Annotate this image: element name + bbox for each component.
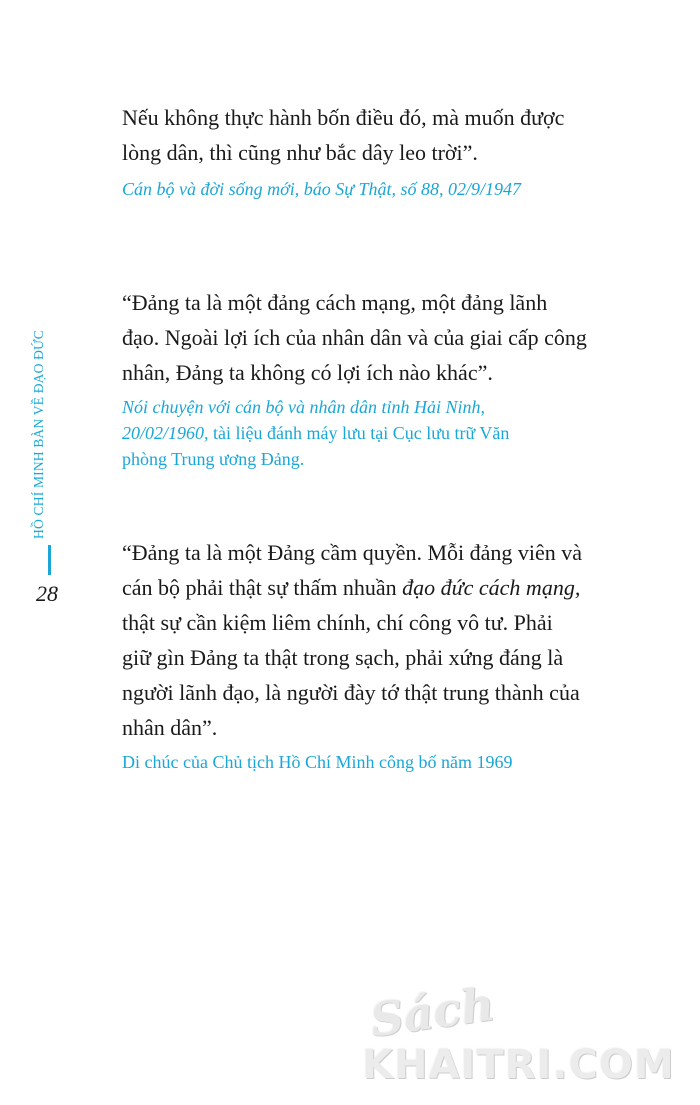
book-title-vertical: HỒ CHÍ MINH BÀN VỀ ĐẠO ĐỨC bbox=[31, 330, 46, 539]
source-date: 20/02/1960, bbox=[122, 423, 209, 443]
quote-line: người lãnh đạo, là người đày tớ thật trung thành của bbox=[122, 680, 580, 705]
quote-line: “Đảng ta là một Đảng cầm quyền. Mỗi đảng viên và bbox=[122, 540, 583, 565]
source-line: Cán bộ và đời sống mới, báo Sự Thật, số 88, 02/9/1947 bbox=[122, 179, 522, 199]
quote-line: nhân dân”. bbox=[122, 715, 218, 740]
quote-source bbox=[122, 749, 602, 775]
watermark-script: Sách bbox=[366, 976, 498, 1048]
source-line bbox=[122, 420, 602, 446]
page-number: 28 bbox=[36, 581, 58, 606]
quote-block-3 bbox=[122, 535, 602, 775]
quote-emphasis: đạo đức cách mạng, bbox=[402, 575, 581, 600]
quote-line: lòng dân, thì cũng như bắc dây leo trời”. bbox=[122, 140, 478, 165]
quote-source bbox=[122, 176, 602, 202]
sidebar-accent-bar bbox=[48, 545, 51, 575]
quote-text bbox=[122, 285, 602, 390]
source-line: Di chúc của Chủ tịch Hồ Chí Minh công bố năm 1969 bbox=[122, 752, 513, 772]
quote-line bbox=[122, 570, 602, 605]
quote-line: Nếu không thực hành bốn điều đó, mà muốn được bbox=[122, 105, 565, 130]
quote-text bbox=[122, 100, 602, 170]
quote-line-part: cán bộ phải thật sự thấm nhuần bbox=[122, 575, 397, 600]
source-line: Nói chuyện với cán bộ và nhân dân tỉnh Hải Ninh, bbox=[122, 397, 486, 417]
quote-block-1 bbox=[122, 100, 602, 202]
quote-line: nhân, Đảng ta không có lợi ích nào khác”. bbox=[122, 360, 493, 385]
quote-line: đạo. Ngoài lợi ích của nhân dân và của giai cấp công bbox=[122, 325, 587, 350]
quote-block-2 bbox=[122, 285, 602, 472]
source-archive: tài liệu đánh máy lưu tại Cục lưu trữ Văn bbox=[213, 423, 510, 443]
quote-line: thật sự cần kiệm liêm chính, chí công vô tư. Phải bbox=[122, 610, 553, 635]
source-line: phòng Trung ương Đảng. bbox=[122, 449, 305, 469]
quote-line: giữ gìn Đảng ta thật trong sạch, phải xứng đáng là bbox=[122, 645, 564, 670]
quote-source bbox=[122, 394, 602, 472]
watermark-brand: KHAITRI.COM bbox=[362, 1042, 675, 1088]
quote-line: “Đảng ta là một đảng cách mạng, một đảng lãnh bbox=[122, 290, 548, 315]
quote-text bbox=[122, 535, 602, 745]
